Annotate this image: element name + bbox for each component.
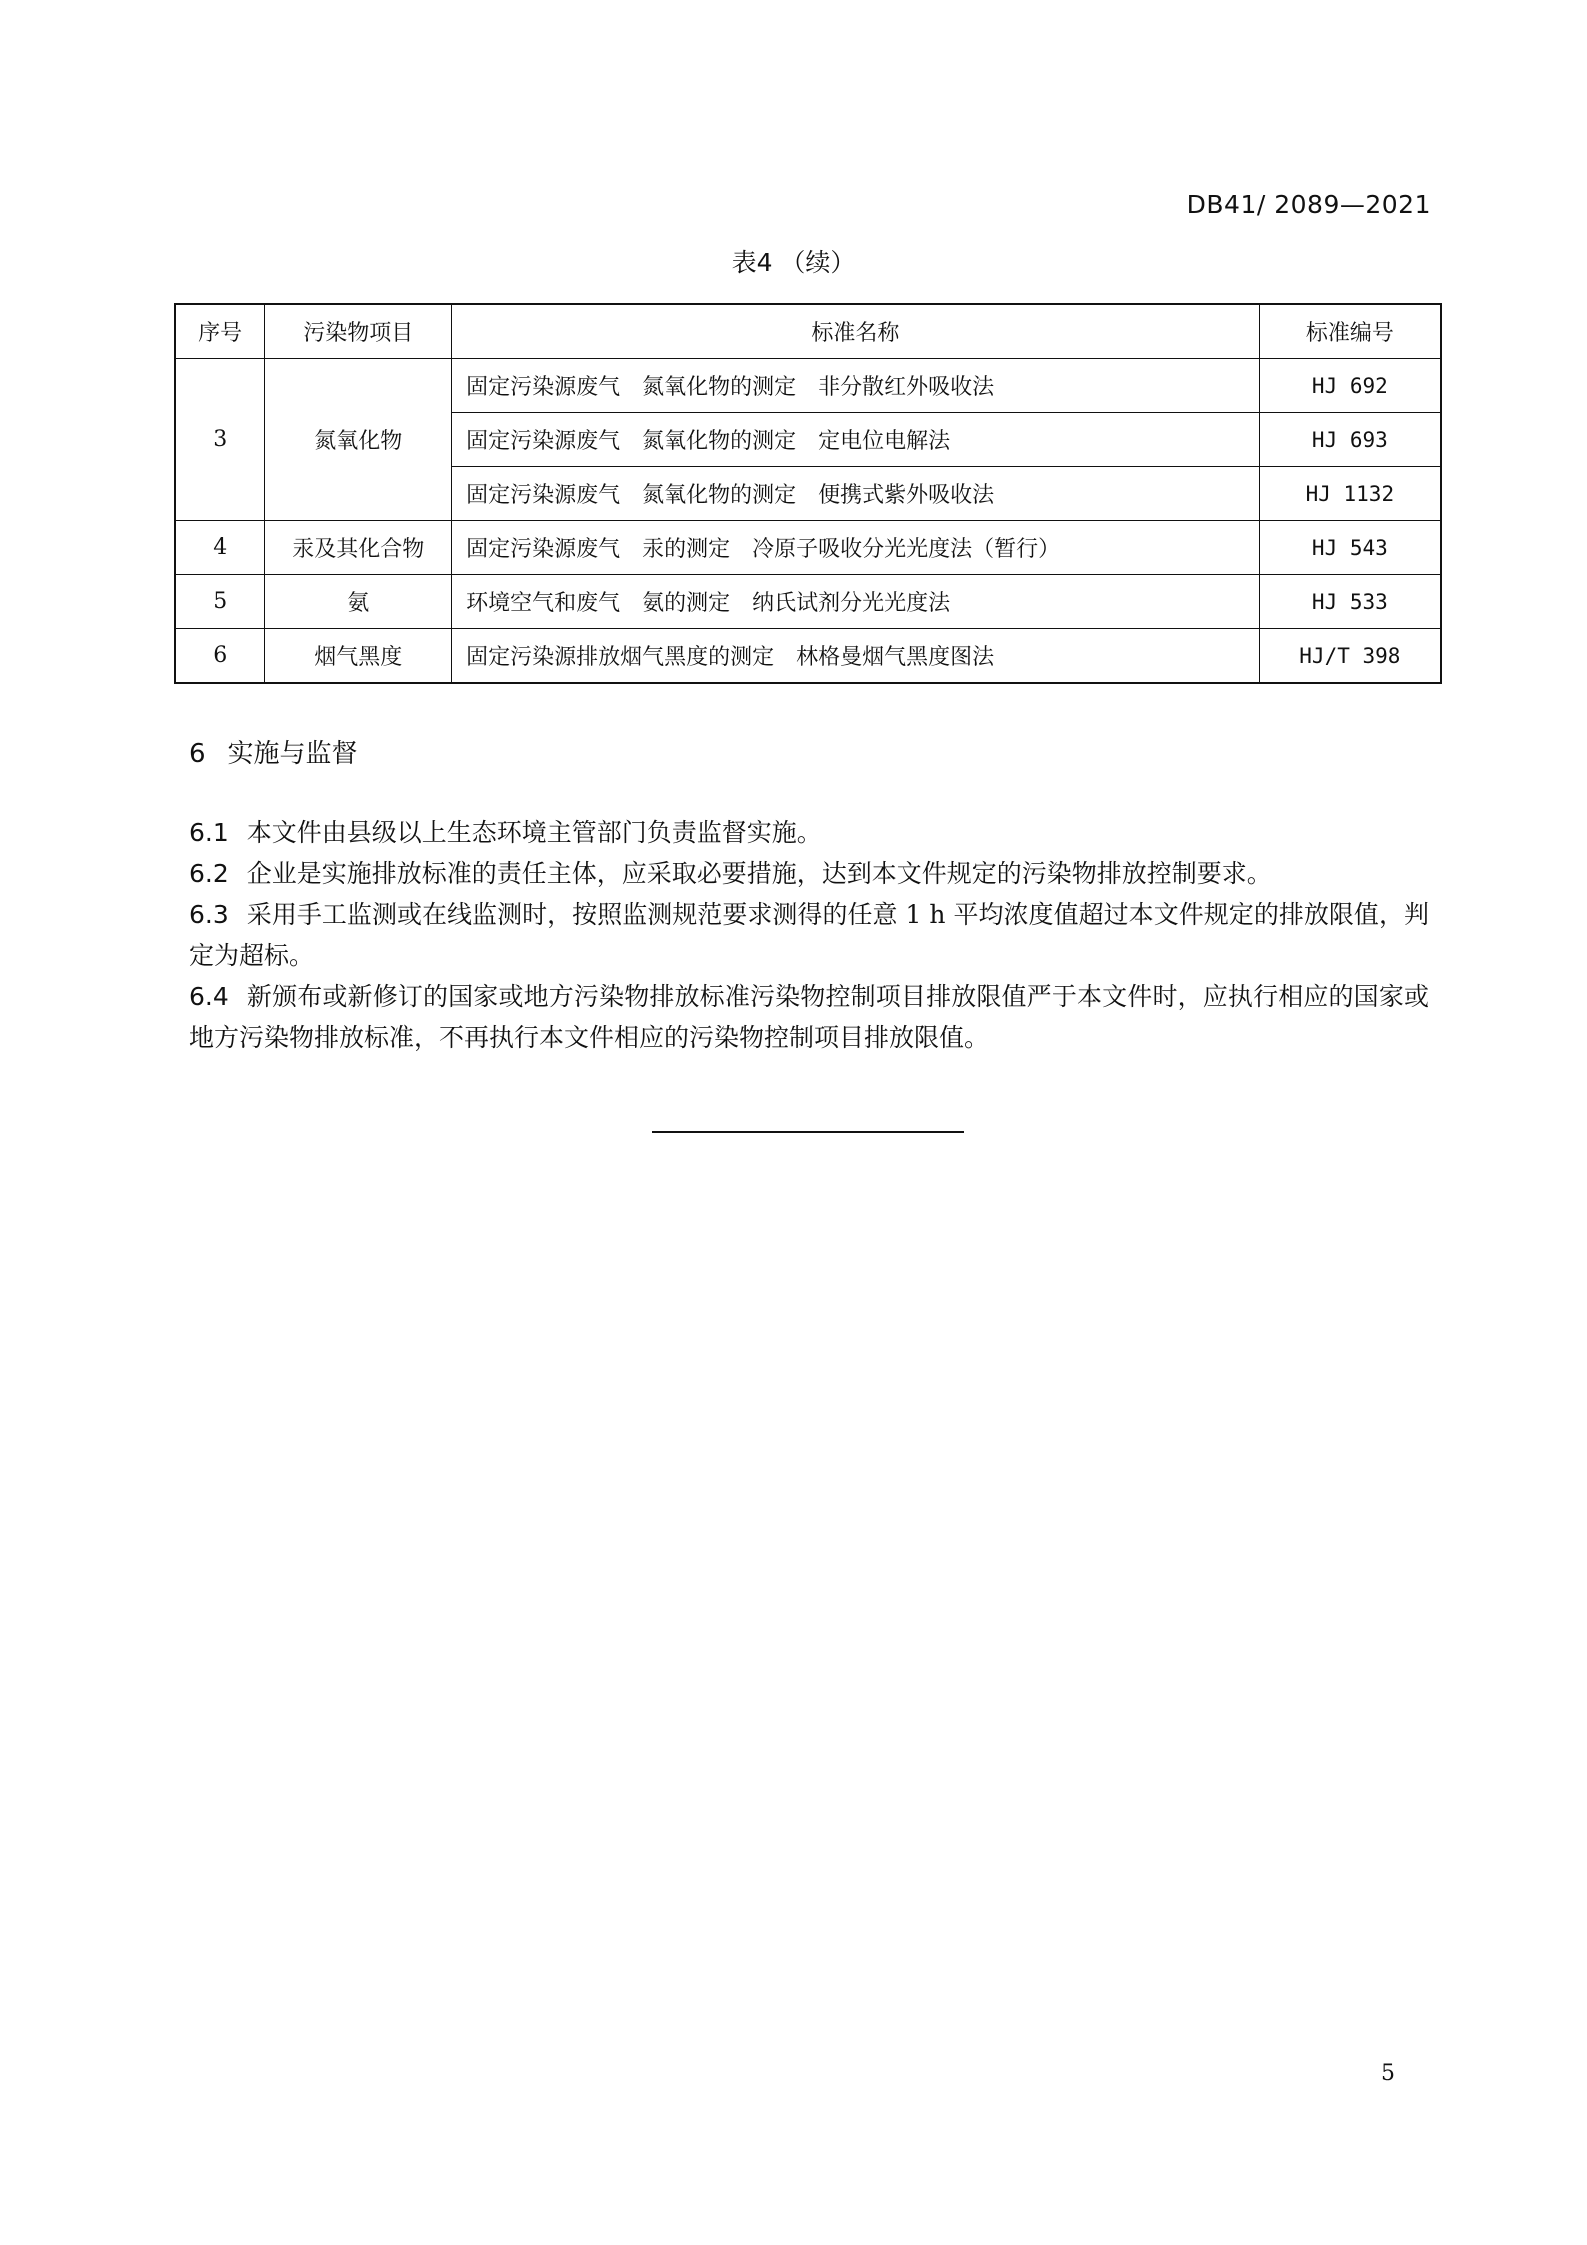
paragraph-number: 6.3 — [189, 900, 229, 929]
paragraph — [189, 894, 1429, 976]
paragraph-text: 本文件由县级以上生态环境主管部门负责监督实施。 — [246, 818, 822, 847]
standard-name-cell: 固定污染源排放烟气黑度的测定 林格曼烟气黑度图法 — [452, 629, 1260, 684]
paragraph-number: 6.4 — [189, 982, 229, 1011]
standard-code-cell: HJ 533 — [1259, 575, 1441, 629]
standard-name-cell: 环境空气和废气 氨的测定 纳氏试剂分光光度法 — [452, 575, 1260, 629]
standards-table — [174, 303, 1442, 684]
page-number: 5 — [1381, 2061, 1395, 2086]
paragraph-text: 新颁布或新修订的国家或地方污染物排放标准污染物控制项目排放限值严于本文件时，应执行相应的国家或地方污染物排放标准，不再执行本文件相应的污染物控制项目排放限值。 — [189, 982, 1429, 1052]
section-number: 6 — [189, 739, 206, 769]
standard-name-cell: 固定污染源废气 氮氧化物的测定 非分散红外吸收法 — [452, 359, 1260, 413]
pollutant-cell: 氮氧化物 — [265, 359, 452, 521]
pollutant-cell: 汞及其化合物 — [265, 521, 452, 575]
standard-name-cell: 固定污染源废气 氮氧化物的测定 定电位电解法 — [452, 413, 1260, 467]
pollutant-cell: 烟气黑度 — [265, 629, 452, 684]
standard-code-cell: HJ 693 — [1259, 413, 1441, 467]
seq-cell: 3 — [175, 359, 265, 521]
table-row — [175, 521, 1441, 575]
paragraph — [189, 976, 1429, 1058]
standard-code-cell: HJ 543 — [1259, 521, 1441, 575]
paragraph-number: 6.1 — [189, 818, 229, 847]
standard-code-cell: HJ/T 398 — [1259, 629, 1441, 684]
table-row — [175, 575, 1441, 629]
paragraph-number: 6.2 — [189, 859, 229, 888]
table-row — [175, 629, 1441, 684]
header-standard-name: 标准名称 — [452, 304, 1260, 359]
seq-cell: 6 — [175, 629, 265, 684]
section-heading — [189, 733, 358, 770]
standard-name-cell: 固定污染源废气 汞的测定 冷原子吸收分光光度法（暂行） — [452, 521, 1260, 575]
seq-cell: 4 — [175, 521, 265, 575]
paragraph — [189, 853, 1429, 894]
paragraph-text: 采用手工监测或在线监测时，按照监测规范要求测得的任意 1 h 平均浓度值超过本文件规定的排放限值，判定为超标。 — [189, 900, 1429, 970]
standard-name-cell: 固定污染源废气 氮氧化物的测定 便携式紫外吸收法 — [452, 467, 1260, 521]
seq-cell: 5 — [175, 575, 265, 629]
paragraph-text: 企业是实施排放标准的责任主体，应采取必要措施，达到本文件规定的污染物排放控制要求。 — [246, 859, 1272, 888]
table-row — [175, 359, 1441, 413]
section-body — [189, 812, 1429, 1058]
end-divider — [652, 1131, 964, 1133]
section-title: 实施与监督 — [227, 739, 358, 769]
header-standard-code: 标准编号 — [1259, 304, 1441, 359]
header-seq: 序号 — [175, 304, 265, 359]
pollutant-cell: 氨 — [265, 575, 452, 629]
table-title: 表4 （续） — [731, 248, 856, 277]
standard-code-cell: HJ 692 — [1259, 359, 1441, 413]
paragraph — [189, 812, 1429, 853]
document-code: DB41/ 2089—2021 — [1186, 190, 1431, 219]
header-pollutant: 污染物项目 — [265, 304, 452, 359]
table-header-row — [175, 304, 1441, 359]
standard-code-cell: HJ 1132 — [1259, 467, 1441, 521]
